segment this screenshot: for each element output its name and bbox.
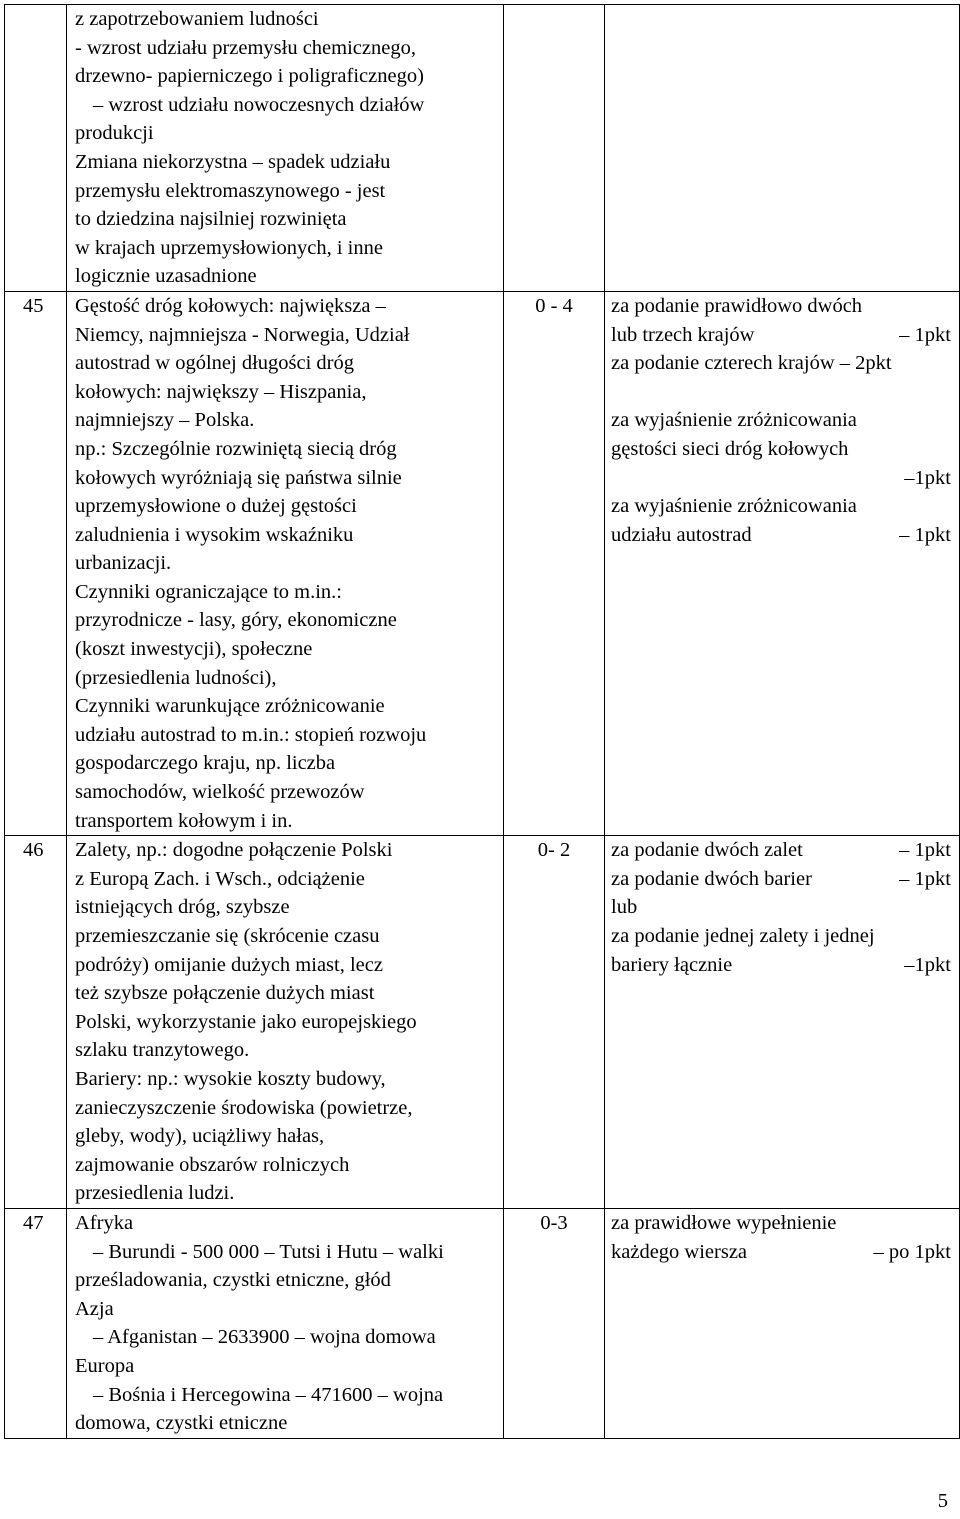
answer-line: domowa, czystki etniczne: [75, 1412, 288, 1435]
answer-line: gospodarczego kraju, np. liczba: [75, 752, 336, 775]
page-number: 5: [937, 1490, 948, 1512]
answer-line: urbanizacji.: [75, 552, 172, 575]
answer-line: – Afganistan – 2633900 – wojna domowa: [93, 1326, 436, 1349]
criteria-cell: [605, 836, 960, 1209]
criteria-cell: [605, 291, 960, 835]
table-row-q46: [5, 836, 960, 1209]
answer-line: Azja: [75, 1297, 114, 1320]
answer-line: przesiedlenia ludzi.: [75, 1182, 235, 1205]
answer-key-table: [4, 4, 960, 1439]
criteria-text: lub trzech krajów: [611, 323, 755, 346]
criteria-line: [605, 321, 959, 350]
criteria-points: – po 1pkt: [873, 1240, 951, 1263]
table-row-q47: [5, 1208, 960, 1438]
question-number: 47: [23, 1211, 44, 1234]
criteria-text: za podanie dwóch zalet: [611, 839, 803, 862]
criteria-points: – 1pkt: [899, 839, 951, 862]
answer-line: (przesiedlenia ludności),: [75, 666, 277, 689]
answer-line: przemysłu elektromaszynowego - jest: [75, 179, 386, 202]
spacer: [605, 378, 959, 407]
points-cell: [504, 291, 605, 835]
criteria-points: – 1pkt: [899, 323, 951, 346]
question-number: 45: [23, 294, 44, 317]
answer-line: kołowych: największy – Hiszpania,: [75, 380, 367, 403]
criteria-line: [605, 521, 959, 550]
answer-line: zanieczyszczenie środowiska (powietrze,: [75, 1096, 413, 1119]
answer-line: – Bośnia i Hercegowina – 471600 – wojna: [93, 1383, 444, 1406]
answer-line: w krajach uprzemysłowionych, i inne: [75, 236, 383, 259]
criteria-line: [605, 865, 959, 894]
answer-line: prześladowania, czystki etniczne, głód: [75, 1269, 391, 1292]
answer-line: przyrodnicze - lasy, góry, ekonomiczne: [75, 609, 397, 632]
criteria-text: gęstości sieci dróg kołowych: [611, 437, 849, 460]
answer-line: Europa: [75, 1354, 135, 1377]
points-value: 0-3: [540, 1211, 568, 1234]
criteria-text: za podanie prawidłowo dwóch: [611, 294, 863, 317]
answer-line: zaludnienia i wysokim wskaźniku: [75, 523, 354, 546]
criteria-text: za podanie czterech krajów – 2pkt: [611, 352, 892, 375]
criteria-line: [605, 1238, 959, 1267]
answer-line: to dziedzina najsilniej rozwinięta: [75, 208, 347, 231]
answer-line: – wzrost udziału nowoczesnych działów: [93, 93, 425, 116]
answer-line: Zalety, np.: dogodne połączenie Polski: [75, 839, 393, 862]
criteria-line: [605, 836, 959, 865]
question-number-cell: [5, 291, 67, 835]
answer-line: Niemcy, najmniejsza - Norwegia, Udział: [75, 323, 410, 346]
points-value: 0- 2: [537, 839, 571, 862]
answer-cell: [67, 5, 504, 292]
answer-line: Bariery: np.: wysokie koszty budowy,: [75, 1067, 386, 1090]
criteria-cell: [605, 1208, 960, 1438]
answer-line: uprzemysłowione o dużej gęstości: [75, 495, 357, 518]
criteria-text: za podanie dwóch barier: [611, 867, 812, 890]
answer-line: kołowych wyróżniają się państwa silnie: [75, 466, 402, 489]
answer-line: produkcji: [75, 122, 154, 145]
answer-line: autostrad w ogólnej długości dróg: [75, 352, 354, 375]
answer-line: z Europą Zach. i Wsch., odciążenie: [75, 867, 365, 890]
answer-line: (koszt inwestycji), społeczne: [75, 638, 313, 661]
criteria-text: za prawidłowe wypełnienie: [611, 1211, 837, 1234]
points-value: 0 - 4: [535, 294, 573, 317]
answer-line: Gęstość dróg kołowych: największa –: [75, 294, 386, 317]
criteria-points: –1pkt: [904, 953, 951, 976]
table-row-continuation: [5, 5, 960, 292]
answer-line: Polski, wykorzystanie jako europejskiego: [75, 1010, 417, 1033]
answer-line: Czynniki ograniczające to m.in.:: [75, 580, 342, 603]
table-row-q45: [5, 291, 960, 835]
answer-line: z zapotrzebowaniem ludności: [75, 8, 319, 30]
criteria-line: [605, 1209, 959, 1238]
criteria-line: [605, 406, 959, 435]
criteria-points: – 1pkt: [899, 867, 951, 890]
criteria-line: [605, 951, 959, 980]
criteria-points: –1pkt: [904, 466, 951, 489]
answer-cell: [67, 836, 504, 1209]
answer-line: istniejących dróg, szybsze: [75, 896, 290, 919]
criteria-text: za wyjaśnienie zróżnicowania: [611, 495, 857, 518]
answer-line: Afryka: [75, 1211, 134, 1234]
criteria-text: za wyjaśnienie zróżnicowania: [611, 409, 857, 432]
answer-line: Zmiana niekorzystna – spadek udziału: [75, 150, 391, 173]
criteria-line: [605, 435, 959, 464]
answer-line: – Burundi - 500 000 – Tutsi i Hutu – walki: [93, 1240, 444, 1263]
criteria-line: [605, 464, 959, 493]
criteria-text: lub: [611, 896, 638, 919]
answer-line: gleby, wody), uciążliwy hałas,: [75, 1125, 325, 1148]
criteria-cell: [605, 5, 960, 292]
criteria-line: [605, 349, 959, 378]
question-number-cell: [5, 836, 67, 1209]
answer-line: Czynniki warunkujące zróżnicowanie: [75, 695, 385, 718]
answer-line: np.: Szczególnie rozwiniętą siecią dróg: [75, 437, 397, 460]
question-number-cell: [5, 1208, 67, 1438]
answer-cell: [67, 1208, 504, 1438]
points-cell: [504, 1208, 605, 1438]
answer-line: - wzrost udziału przemysłu chemicznego,: [75, 36, 416, 59]
points-cell: [504, 5, 605, 292]
criteria-text: każdego wiersza: [611, 1240, 748, 1263]
criteria-text: za podanie jednej zalety i jednej: [611, 925, 875, 947]
criteria-line: [605, 492, 959, 521]
answer-line: też szybsze połączenie dużych miast: [75, 982, 375, 1005]
criteria-line: [605, 893, 959, 922]
answer-line: udziału autostrad to m.in.: stopień rozwoju: [75, 723, 427, 746]
criteria-line: [605, 292, 959, 321]
answer-line: logicznie uzasadnione: [75, 265, 257, 288]
answer-line: drzewno- papierniczego i poligraficznego): [75, 65, 424, 88]
criteria-points: – 1pkt: [899, 523, 951, 546]
answer-line: najmniejszy – Polska.: [75, 409, 255, 432]
criteria-line: [605, 922, 959, 951]
answer-line: szlaku tranzytowego.: [75, 1039, 250, 1062]
answer-line: zajmowanie obszarów rolniczych: [75, 1153, 350, 1176]
points-cell: [504, 836, 605, 1209]
answer-line: transportem kołowym i in.: [75, 809, 293, 832]
criteria-text: bariery łącznie: [611, 953, 733, 976]
question-number: 46: [23, 839, 44, 862]
criteria-text: udziału autostrad: [611, 523, 752, 546]
answer-line: samochodów, wielkość przewozów: [75, 781, 365, 804]
answer-line: podróży) omijanie dużych miast, lecz: [75, 953, 383, 976]
answer-line: przemieszczanie się (skrócenie czasu: [75, 925, 380, 947]
answer-cell: [67, 291, 504, 835]
question-number-cell: [5, 5, 67, 292]
